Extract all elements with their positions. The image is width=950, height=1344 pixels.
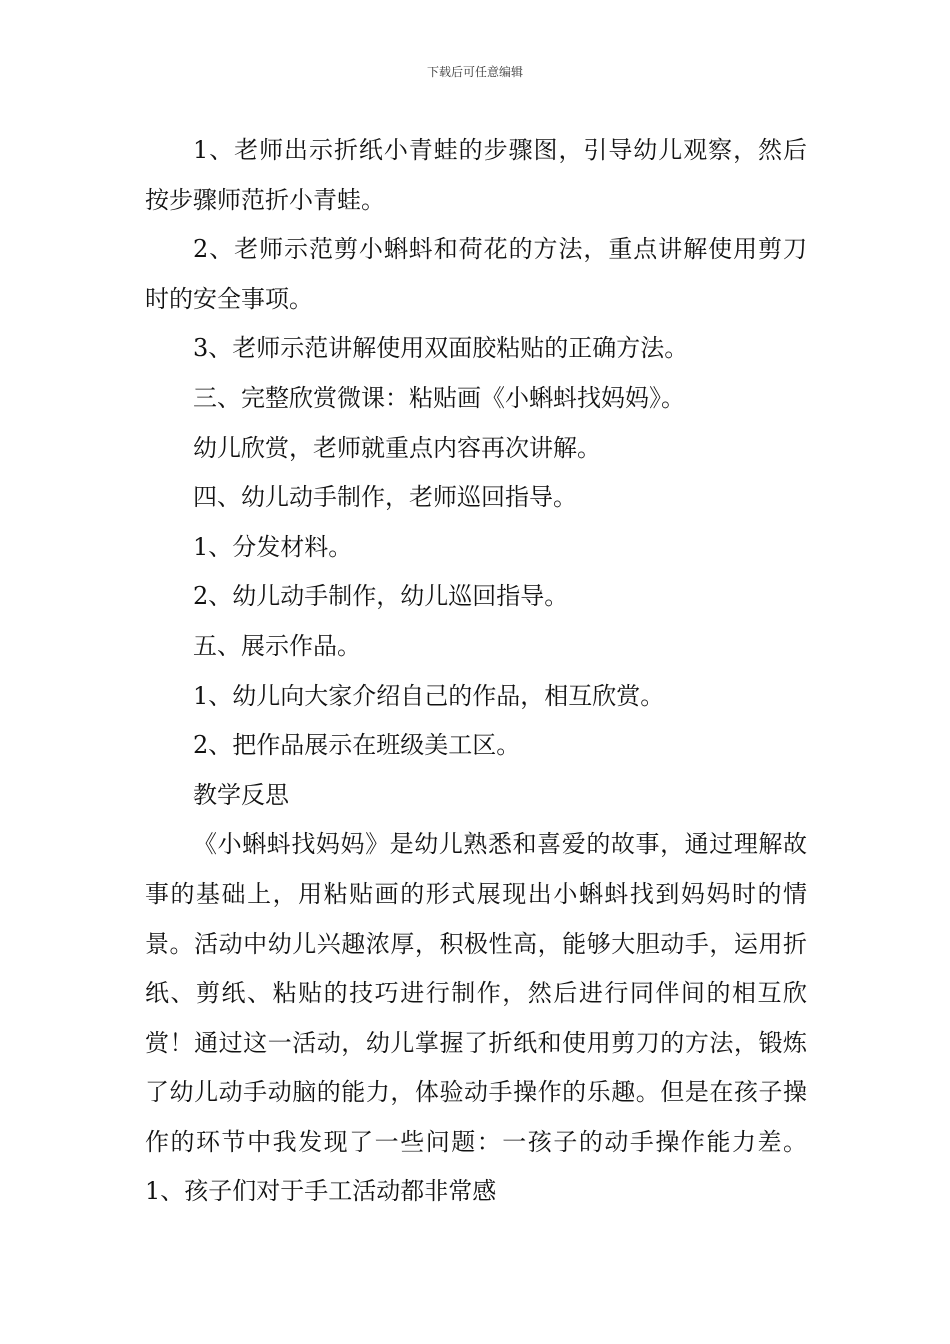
paragraph-step-3-glue: 3、老师示范讲解使用双面胶粘贴的正确方法。 [193,334,689,363]
paragraph-making: 2、幼儿动手制作，幼儿巡回指导。 [193,582,569,611]
paragraph-display-work: 2、把作品展示在班级美工区。 [193,731,521,760]
section-heading-4: 四、幼儿动手制作，老师巡回指导。 [193,483,577,512]
paragraph-reflection-body: 《小蝌蚪找妈妈》是幼儿熟悉和喜爱的故事，通过理解故事的基础上，用粘贴画的形式展现出小蝌蚪找到妈妈时的情景。活动中幼儿兴趣浓厚，积极性高，能够大胆动手，运用折纸、剪纸、粘贴的技巧进行制作，然后进行同伴间的相互欣赏！通过这一活动，幼儿掌握了折纸和使用剪刀的方法，锻炼了幼儿动手动脑的能力，体验动手操作的乐趣。但是在孩子操作的环节中我发现了一些问题：一孩子的动手操作能力差。1、孩子们对于手工活动都非常感 [145,830,807,1206]
paragraph-step-2-cutting: 2、老师示范剪小蝌蚪和荷花的方法，重点讲解使用剪刀时的安全事项。 [145,235,807,313]
document-body [145,126,807,1217]
paragraph-appreciation: 幼儿欣赏，老师就重点内容再次讲解。 [193,433,601,462]
section-heading-5: 五、展示作品。 [193,631,361,660]
page-header: 下载后可任意编辑 [426,65,523,79]
paragraph-step-1-frog: 1、老师出示折纸小青蛙的步骤图，引导幼儿观察，然后按步骤师范折小青蛙。 [145,136,807,214]
section-heading-3: 三、完整欣赏微课：粘贴画《小蝌蚪找妈妈》。 [193,383,685,412]
section-heading-reflection: 教学反思 [193,780,289,809]
paragraph-distribute-materials: 1、分发材料。 [193,532,353,561]
paragraph-introduce-work: 1、幼儿向大家介绍自己的作品，相互欣赏。 [193,681,665,710]
